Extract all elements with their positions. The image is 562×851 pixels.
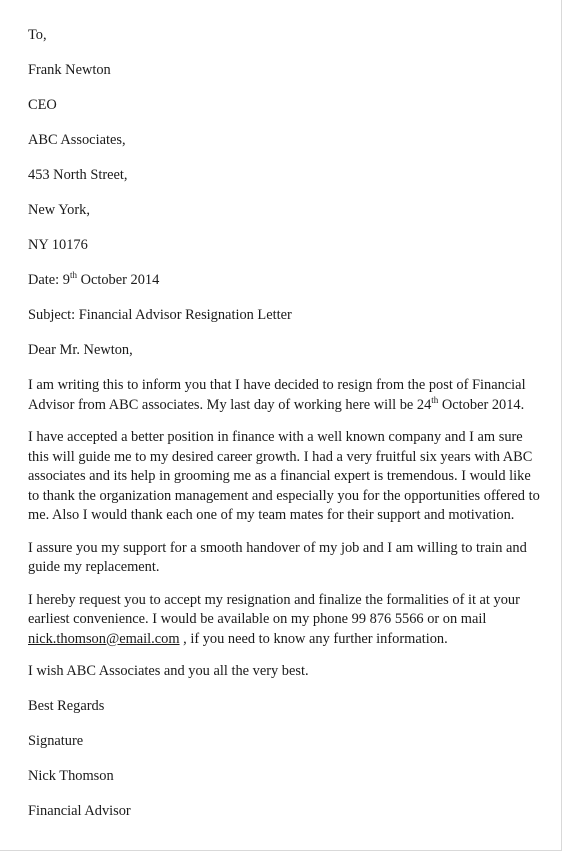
recipient-name: Frank Newton: [28, 62, 111, 78]
recipient-city: New York,: [28, 202, 90, 218]
paragraph-intent: [28, 376, 541, 415]
recipient-company: ABC Associates,: [28, 132, 126, 148]
letter-greeting: Dear Mr. Newton,: [28, 342, 133, 358]
last-day-ordinal: th: [431, 394, 439, 405]
sender-title: Financial Advisor: [28, 803, 131, 819]
paragraph-request-after: , if you need to know any further information.: [179, 630, 448, 647]
date-ordinal: th: [69, 270, 77, 281]
paragraph-handover: I assure you my support for a smooth handover of my job and I am willing to train and guide my replacement.: [28, 539, 527, 575]
paragraph-intent-after: October 2014.: [438, 396, 525, 413]
paragraph-request: [28, 591, 541, 650]
recipient-street: 453 North Street,: [28, 167, 128, 183]
recipient-title: CEO: [28, 97, 57, 113]
date-rest: October 2014: [76, 272, 160, 288]
date-prefix: Date: 9: [28, 272, 70, 288]
closing-regards: Best Regards: [28, 698, 105, 714]
paragraph-request-text: I hereby request you to accept my resignation and finalize the formalities of it at your earliest convenience. I would be available on my phone 99 876 5566 or on mail: [28, 591, 520, 627]
paragraph-wishes: I wish ABC Associates and you all the very best.: [28, 663, 309, 679]
sender-name: Nick Thomson: [28, 768, 114, 784]
letter-date: [28, 271, 541, 289]
email-link[interactable]: nick.thomson@email.com: [28, 630, 180, 647]
paragraph-intent-text: I am writing this to inform you that I have decided to resign from the post of Financial Advisor from ABC associates. My last day of working here will be 24: [28, 377, 526, 413]
closing-signature: Signature: [28, 733, 84, 749]
paragraph-new-position: I have accepted a better position in finance with a well known company and I am sure this will guide me to my desired career growth. I had a very fruitful six years with ABC associates and its help in grooming me as a financial expert is tremendous. I would like to thank the organization management and especially you for the opportunities offered to me. Also I would thank each one of my team mates for their support and motivation.: [28, 429, 540, 523]
to-line: To,: [28, 27, 47, 43]
recipient-zip: NY 10176: [28, 237, 88, 253]
letter-subject: Subject: Financial Advisor Resignation Letter: [28, 307, 292, 323]
